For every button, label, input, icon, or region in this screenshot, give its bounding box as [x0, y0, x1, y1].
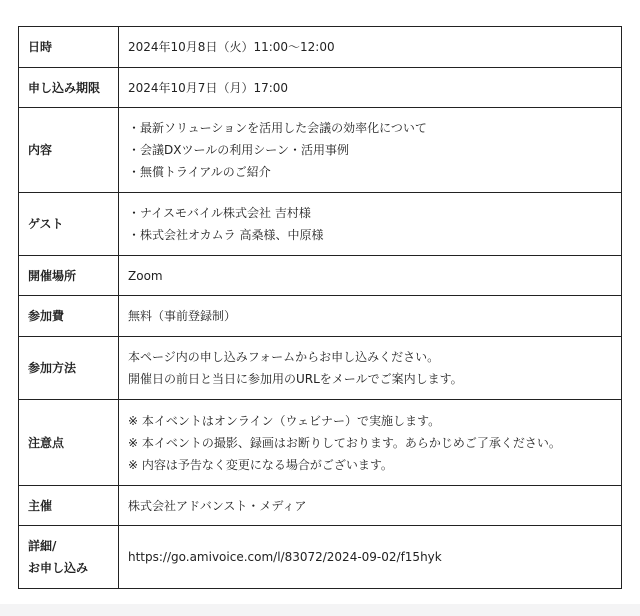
label-text: 日時 [28, 40, 53, 54]
value-text: 2024年10月7日（月）17:00 [128, 80, 289, 95]
row-value-venue [119, 256, 622, 296]
value-text: 本ページ内の申し込みフォームからお申し込みください。 [128, 350, 440, 364]
label-text: 申し込み期限 [28, 80, 101, 95]
table-row [19, 108, 622, 193]
table-row [19, 400, 622, 486]
value-text: ※ 内容は予告なく変更になる場合がございます。 [128, 457, 393, 472]
row-label-details [19, 526, 119, 589]
table-row [19, 27, 622, 68]
label-text: 開催場所 [28, 268, 77, 283]
label-text: 参加費 [28, 309, 65, 323]
row-label-notes [19, 400, 119, 486]
label-text: 主催 [28, 498, 53, 513]
row-value-content [119, 108, 622, 193]
label-text: ゲスト [28, 217, 64, 231]
value-text: ・無償トライアルのご紹介 [128, 165, 271, 179]
row-label-deadline [19, 68, 119, 108]
label-text: お申し込み [28, 561, 89, 575]
table-row [19, 296, 622, 337]
row-label-venue [19, 256, 119, 296]
row-label-datetime [19, 27, 119, 68]
table-row [19, 526, 622, 589]
value-text: Zoom [128, 268, 163, 283]
value-text: ・最新ソリューションを活用した会議の効率化について [128, 121, 427, 135]
table-row [19, 68, 622, 108]
details-url-text: https://go.amivoice.com/l/83072/2024-09-02/f15hyk [128, 550, 442, 564]
row-label-content [19, 108, 119, 193]
label-text: 参加方法 [28, 361, 77, 375]
row-value-details [119, 526, 622, 589]
value-text: ・ナイスモバイル株式会社 吉村様 [128, 206, 311, 220]
row-value-notes [119, 400, 622, 486]
value-text: ・株式会社オカムラ 高桑様、中原様 [128, 228, 324, 242]
table-row [19, 486, 622, 526]
value-text: ・会議DXツールの利用シーン・活用事例 [128, 143, 349, 157]
row-value-how-to-join [119, 337, 622, 400]
table-row [19, 256, 622, 296]
row-value-datetime [119, 27, 622, 68]
table-row [19, 193, 622, 256]
table-row [19, 337, 622, 400]
label-text: 詳細/ [28, 539, 57, 553]
value-text: 2024年10月8日（火）11:00〜12:00 [128, 40, 335, 54]
row-label-fee [19, 296, 119, 337]
row-label-guest [19, 193, 119, 256]
label-text: 内容 [28, 143, 53, 157]
value-text: 開催日の前日と当日に参加用のURLをメールでご案内します。 [128, 372, 463, 386]
row-label-organizer [19, 486, 119, 526]
row-value-organizer [119, 486, 622, 526]
value-text: ※ 本イベントはオンライン（ウェビナー）で実施します。 [128, 413, 441, 428]
row-value-fee [119, 296, 622, 337]
event-info-table [18, 26, 622, 589]
row-label-how-to-join [19, 337, 119, 400]
row-value-deadline [119, 68, 622, 108]
row-value-guest [119, 193, 622, 256]
value-text: 株式会社アドバンスト・メディア [128, 498, 307, 513]
label-text: 注意点 [28, 435, 65, 450]
value-text: 無料（事前登録制） [128, 309, 237, 323]
value-text: ※ 本イベントの撮影、録画はお断りしております。あらかじめご了承ください。 [128, 435, 561, 450]
